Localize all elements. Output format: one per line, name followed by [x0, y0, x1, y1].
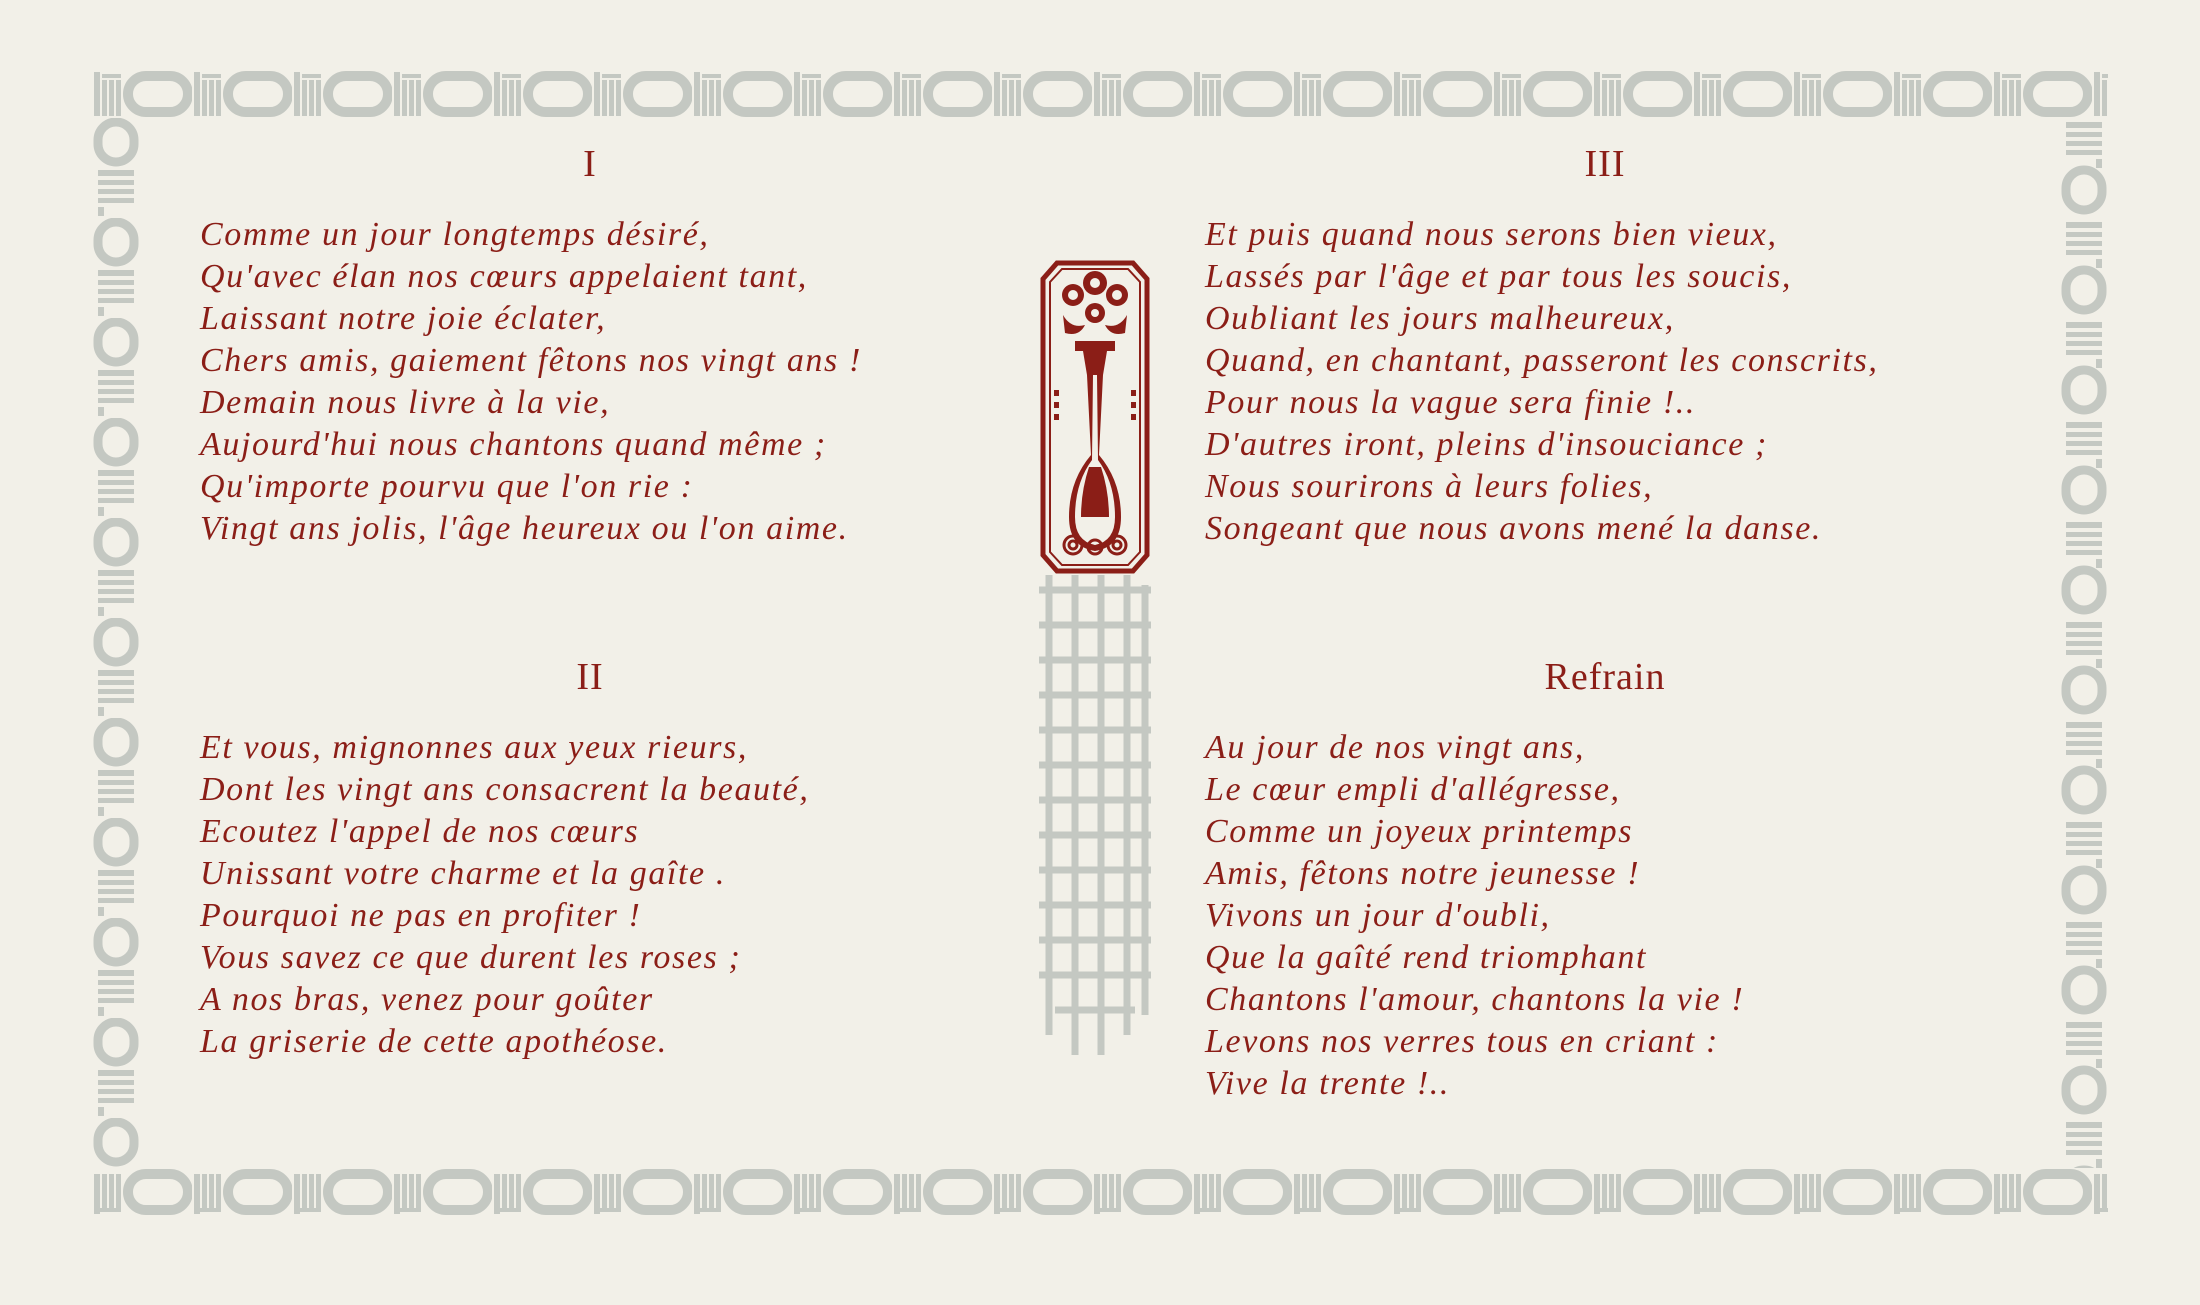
verse-line: Pour nous la vague sera finie !..: [1205, 384, 1696, 421]
verse-line: Pourquoi ne pas en profiter !: [200, 897, 642, 934]
verse-line: La griserie de cette apothéose.: [200, 1023, 668, 1060]
stanza-lines: [1205, 214, 2005, 550]
lattice-pattern: [1039, 575, 1151, 1055]
verse-line: Que la gaîté rend triomphant: [1205, 939, 1648, 976]
verse-line: Le cœur empli d'allégresse,: [1205, 771, 1621, 808]
verse-line: Et puis quand nous serons bien vieux,: [1205, 216, 1778, 253]
stanza-heading: I: [583, 143, 597, 185]
verse-line: Au jour de nos vingt ans,: [1205, 729, 1585, 766]
verse-line: Nous sourirons à leurs folies,: [1205, 468, 1654, 505]
verse-line: Chantons l'amour, chantons la vie !: [1205, 981, 1745, 1018]
stanza-refrain: [1205, 655, 2005, 1105]
verse-line: Vingt ans jolis, l'âge heureux ou l'on aime.: [200, 510, 849, 547]
stanza-1: [200, 142, 980, 550]
verse-line: Qu'importe pourvu que l'on rie :: [200, 468, 694, 505]
verse-line: Vous savez ce que durent les roses ;: [200, 939, 742, 976]
verse-line: Chers amis, gaiement fêtons nos vingt ans !: [200, 342, 862, 379]
verse-line: Demain nous livre à la vie,: [200, 384, 611, 421]
verse-line: Vivons un jour d'oubli,: [1205, 897, 1551, 934]
verse-line: A nos bras, venez pour goûter: [200, 981, 654, 1018]
verse-line: D'autres iront, pleins d'insouciance ;: [1205, 426, 1768, 463]
stanza-heading: Refrain: [1544, 656, 1666, 698]
stanza-heading: III: [1584, 143, 1626, 185]
verse-line: Qu'avec élan nos cœurs appelaient tant,: [200, 258, 808, 295]
border-right: [2060, 118, 2108, 1168]
verse-line: Quand, en chantant, passeront les conscrits,: [1205, 342, 1879, 379]
vase-ornament: [1035, 255, 1155, 1075]
verse-line: Lassés par l'âge et par tous les soucis,: [1205, 258, 1792, 295]
border-top: [92, 70, 2108, 118]
border-left: [92, 118, 140, 1168]
stanza-heading: II: [576, 656, 604, 698]
verse-line: Vive la trente !..: [1205, 1065, 1450, 1102]
stanza-3: [1205, 142, 2005, 550]
verse-line: Dont les vingt ans consacrent la beauté,: [200, 771, 810, 808]
verse-line: Comme un joyeux printemps: [1205, 813, 1634, 850]
stanza-lines: [200, 214, 980, 550]
stanza-2: [200, 655, 980, 1063]
verse-line: Amis, fêtons notre jeunesse !: [1205, 855, 1641, 892]
verse-line: Unissant votre charme et la gaîte .: [200, 855, 726, 892]
verse-line: Comme un jour longtemps désiré,: [200, 216, 710, 253]
verse-line: Ecoutez l'appel de nos cœurs: [200, 813, 640, 850]
verse-line: Aujourd'hui nous chantons quand même ;: [200, 426, 827, 463]
stanza-lines: [1205, 727, 2005, 1105]
border-bottom: [92, 1168, 2108, 1216]
verse-line: Songeant que nous avons mené la danse.: [1205, 510, 1822, 547]
verse-line: Oubliant les jours malheureux,: [1205, 300, 1675, 337]
stanza-lines: [200, 727, 980, 1063]
verse-line: Laissant notre joie éclater,: [200, 300, 607, 337]
verse-line: Levons nos verres tous en criant :: [1205, 1023, 1719, 1060]
verse-line: Et vous, mignonnes aux yeux rieurs,: [200, 729, 748, 766]
